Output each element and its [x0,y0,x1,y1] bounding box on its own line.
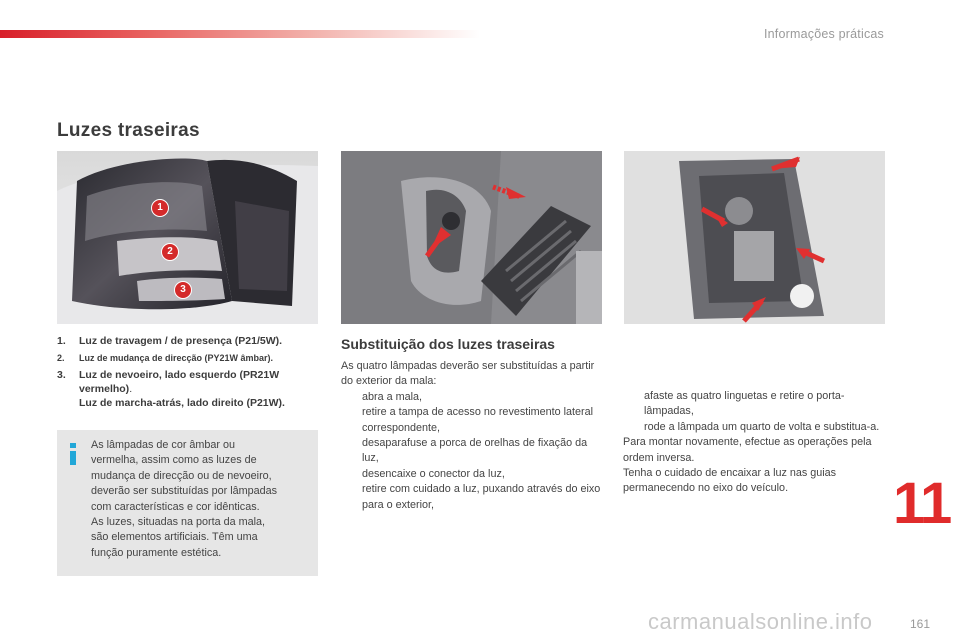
bullet-icon [341,436,362,467]
header-stripe [0,30,480,38]
bulb-holder-photo [624,151,885,324]
list-item [623,420,885,435]
info-icon [66,443,80,465]
list-item [341,467,603,482]
page-number: 161 [909,617,930,631]
info-line: As lâmpadas de cor âmbar ou [91,439,236,451]
replacement-steps-col2 [341,359,603,513]
replacement-steps-col3 [623,389,885,497]
info-line: deverão ser substituídas por lâmpadas [91,485,278,498]
list-item [341,482,603,513]
parts-list [57,334,322,413]
outro-text: Para montar novamente, efectue as operações pela ordem inversa. [623,436,872,464]
info-line: são elementos artificiais. Têm uma [91,531,258,544]
info-line: com características e cor idênticas. [91,500,260,513]
item-number: 1. [57,335,66,347]
list-item [623,389,885,420]
step-text: rode a lâmpada um quarto de volta e substitua-a. [644,420,880,433]
chapter-title: Informações práticas [763,27,884,41]
list-item [341,390,603,405]
step-text: desaparafuse a porca de orelhas de fixação da luz, [362,437,588,465]
info-text [91,438,313,561]
list-item [57,334,322,348]
outro-text: Tenha o cuidado de encaixar a luz nas guias permanecendo no eixo do veículo. [623,467,837,495]
list-item [341,405,603,436]
bullet-icon [341,467,362,482]
item-number: 3. [57,369,66,381]
step-text: retire com cuidado a luz, puxando através do eixo para o exterior, [362,483,601,511]
watermark: carmanualsonline.info [648,609,873,634]
item-text: Luz de nevoeiro, lado esquerdo (PR21W vermelho) [79,369,280,395]
step-text: afaste as quatro linguetas e retire o porta-lâmpadas, [644,390,845,418]
item-text-secondary: Luz de marcha-atrás, lado direito (P21W). [79,397,285,409]
bullet-icon [341,390,362,405]
item-text-suffix: . [129,383,133,395]
list-item [341,436,603,467]
intro-text: As quatro lâmpadas deverão ser substituídas a partir do exterior da mala: [341,360,595,388]
info-line: vermelha, assim como as luzes de [91,454,257,467]
list-item [57,351,322,365]
info-box [57,430,318,576]
step-text: abra a mala, [362,390,423,403]
section-title: Luzes traseiras [57,120,200,141]
bullet-icon [341,482,362,513]
replacement-title: Substituição dos luzes traseiras [341,336,555,352]
bullet-icon [623,420,644,435]
step-text: retire a tampa de acesso no revestimento lateral correspondente, [362,406,594,434]
tail-light-photo [57,151,318,324]
callout-3: 3 [174,281,192,299]
callout-2: 2 [161,243,179,261]
access-cover-photo [341,151,602,324]
info-line: As luzes, situadas na porta da mala, [91,516,266,529]
chapter-number: 11 [893,471,951,536]
callout-1: 1 [151,199,169,217]
bullet-icon [341,405,362,436]
bullet-icon [623,389,644,420]
info-line: mudança de direcção ou de nevoeiro, [91,469,272,482]
item-text: Luz de travagem / de presença (P21/5W). [79,335,283,347]
list-item [57,368,322,410]
step-text: desencaixe o conector da luz, [362,467,505,480]
item-text: Luz de mudança de direcção (PY21W âmbar). [79,353,274,363]
info-line: função puramente estética. [91,546,222,559]
item-number: 2. [57,353,65,363]
